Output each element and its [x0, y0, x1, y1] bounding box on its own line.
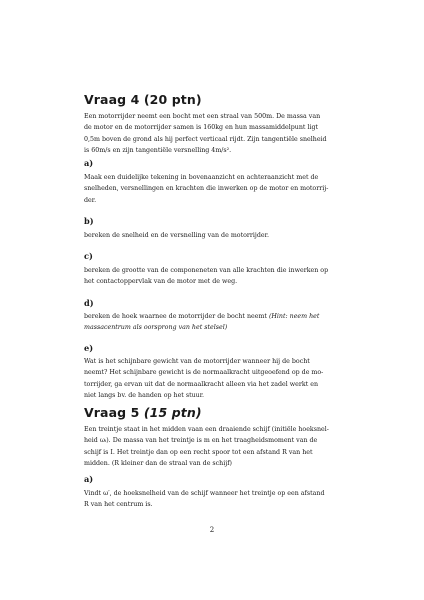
question-5-title — [84, 405, 202, 420]
page-number: 2 — [209, 526, 215, 534]
text-line: R van het centrum is. — [84, 501, 153, 509]
text-line: bereken de snelheid en de versnelling van de motorrijder. — [84, 232, 269, 239]
question-4-title-main: Vraag 4 — [84, 92, 144, 107]
text-line: Vindt ω′, de hoeksnelheid van de schijf wanneer het treintje op een afstand — [84, 490, 325, 497]
text-line: niet langs bv. de handen op het stuur. — [84, 392, 205, 400]
text-segment: bereken de hoek waarnee de motorrijder de bocht neemt — [84, 313, 269, 320]
text-line: Maak een duidelijke tekening in bovenaanzicht en achteraanzicht met de — [84, 174, 319, 181]
text-line: snelheden, versnellingen en krachten die inwerken op de motor en motorrij- — [84, 185, 329, 193]
question-5-points: (15 ptn) — [143, 405, 202, 420]
text-line: 0,5m boven de grond als hij perfect verticaal rijdt. Zijn tangentiële snelheid — [84, 135, 327, 143]
question-5-title-main: Vraag 5 — [84, 405, 144, 420]
part-c-text — [84, 265, 340, 288]
part-a-text — [84, 172, 340, 206]
text-line: Wat is het schijnbare gewicht van de motorrijder wanneer hij de bocht — [84, 358, 310, 365]
question-5-intro — [84, 424, 340, 470]
question-4-points: (20 ptn) — [143, 92, 202, 107]
text-line: Een motorrijder neemt een bocht met een straal van 500m. De massa van — [84, 113, 321, 120]
text-line: is 60m/s en zijn tangentiële versnelling 4m/s². — [84, 147, 232, 155]
text-line: schijf is I. Het treintje dan op een recht spoor tot een afstand R van het — [84, 448, 313, 456]
text-line: bereken de grootte van de componeneten van alle krachten die inwerken op — [84, 267, 329, 274]
text-line: Een treintje staat in het midden vaan een draaiende schijf (initiële hoeksnel- — [84, 426, 329, 433]
text-line: midden. (R kleiner dan de straal van de schijf) — [84, 460, 232, 468]
part-e-text — [84, 356, 340, 402]
question-4-intro — [84, 111, 340, 157]
text-line: heid ωᵢ). De massa van het treintje is m en het traagheidsmoment van de — [84, 437, 318, 445]
part-b-label: b) — [84, 216, 94, 226]
hint-text-continued: massacentrum als oorsprong van het stelsel) — [84, 324, 228, 332]
text-line: torrijder, ga ervan uit dat de normaalkracht alleen via het zadel werkt en — [84, 380, 319, 388]
part-d-label: d) — [84, 298, 94, 308]
part-a-label: a) — [84, 158, 94, 168]
q5-part-a-label: a) — [84, 474, 94, 484]
part-c-label: c) — [84, 251, 93, 261]
text-line: neemt? Het schijnbare gewicht is de normaalkracht uitgeoefend op de mo- — [84, 369, 324, 377]
hint-text: (Hint: neem het — [268, 313, 320, 320]
part-b-text — [84, 230, 340, 241]
question-4-title — [84, 92, 202, 107]
text-line — [84, 311, 340, 322]
part-d-text — [84, 311, 340, 334]
text-line: der. — [84, 196, 97, 204]
text-line: de motor en de motorrijder samen is 160kg en hun massamiddelpunt ligt — [84, 124, 319, 132]
text-line: het contactoppervlak van de motor met de weg. — [84, 278, 238, 286]
q5-part-a-text — [84, 488, 340, 511]
part-e-label: e) — [84, 343, 94, 353]
